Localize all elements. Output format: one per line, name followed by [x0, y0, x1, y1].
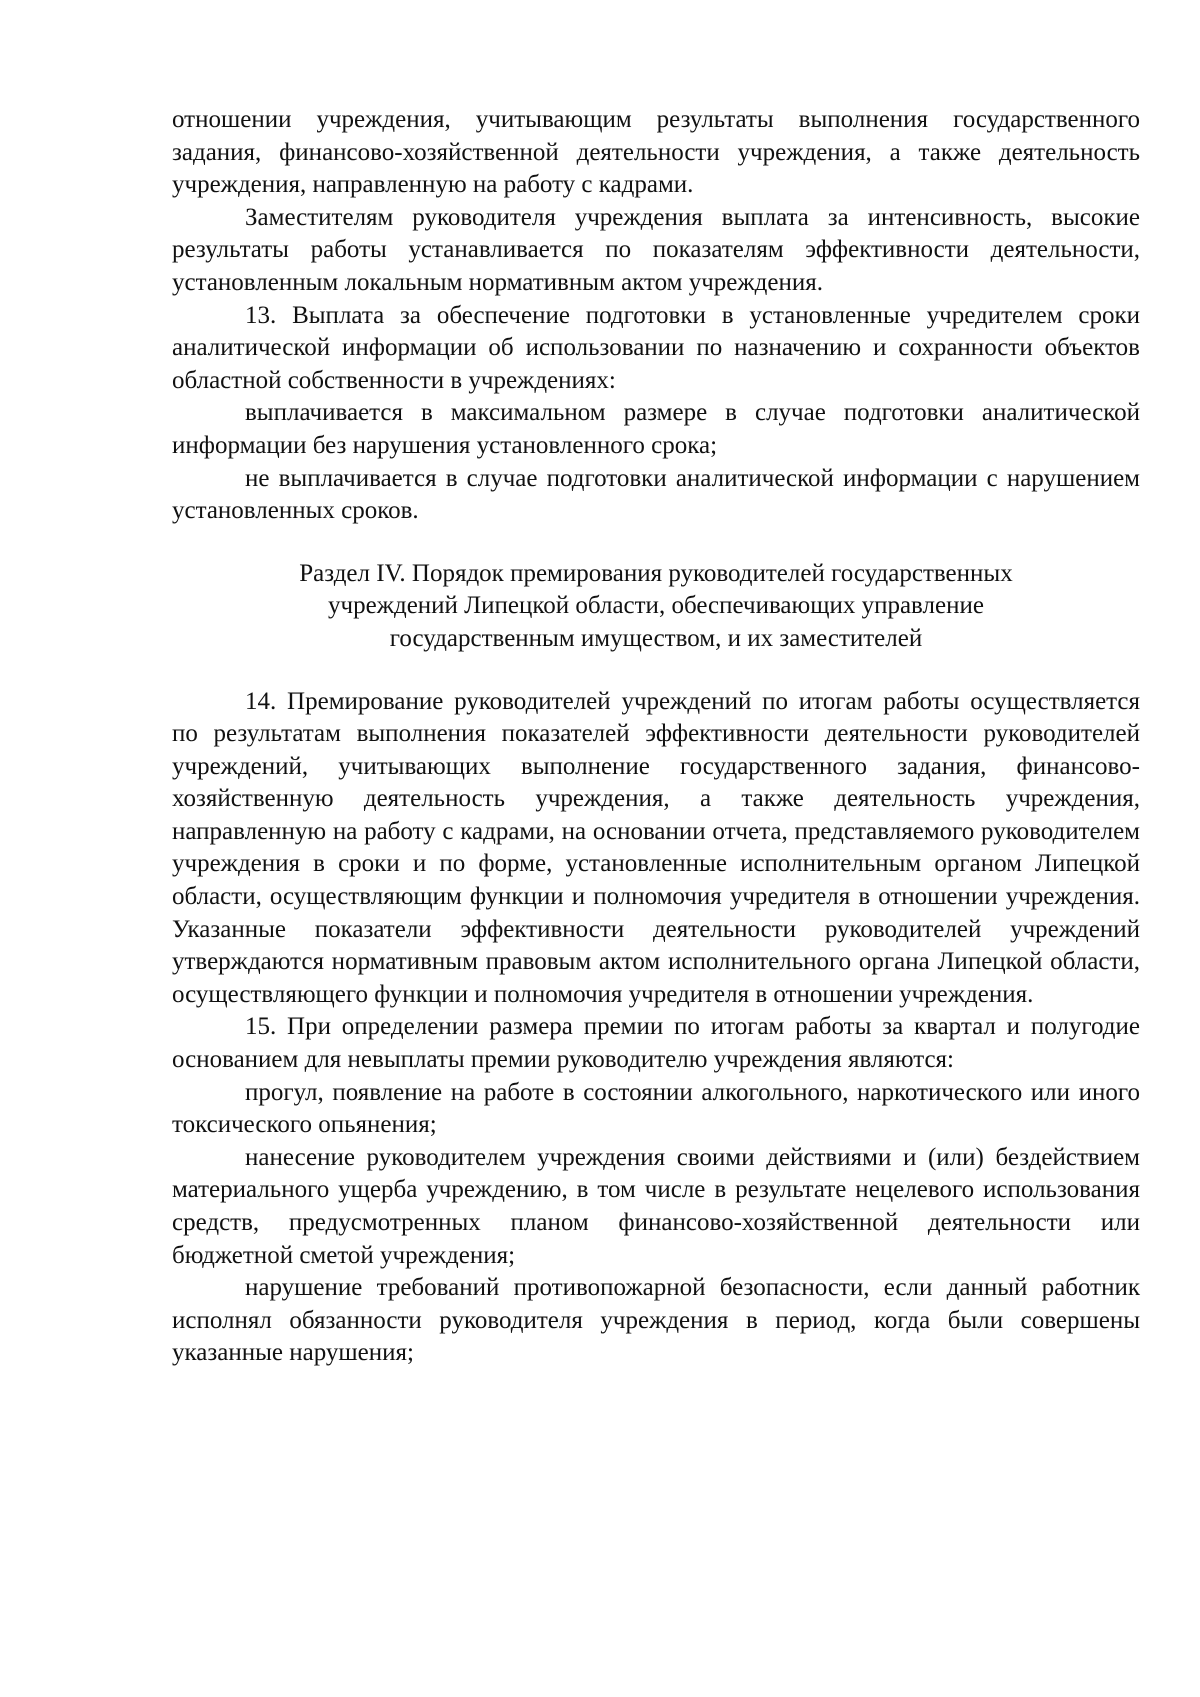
paragraph-13: 13. Выплата за обеспечение подготовки в установленные учредителем сроки аналитической информации об использовании по назначению и сохранности объектов областной собственности в учреждениях: [172, 301, 1140, 394]
paragraph-15-truancy: прогул, появление на работе в состоянии алкогольного, наркотического или иного токсического опьянения; [172, 1078, 1140, 1139]
paragraph-deputies-bonus: Заместителям руководителя учреждения выплата за интенсивность, высокие результаты работы устанавливается по показателям эффективности деятельности, установленным локальным нормативным актом учреждения. [172, 203, 1140, 296]
paragraph-15-damage: нанесение руководителем учреждения своими действиями и (или) бездействием материального ущерба учреждению, в том числе в результате нецелевого использования средств, предусмотренных планом финансово-хозяйственной деятельности или бюджетной сметой учреждения; [172, 1143, 1140, 1269]
section-heading-line-1: Раздел IV. Порядок премирования руководителей государственных [299, 559, 1013, 587]
section-heading [172, 558, 1140, 656]
section-heading-line-3: государственным имуществом, и их заместителей [389, 624, 923, 652]
paragraph-13-not-paid: не выплачивается в случае подготовки аналитической информации с нарушением установленных сроков. [172, 464, 1140, 525]
section-heading-line-2: учреждений Липецкой области, обеспечивающих управление [328, 592, 984, 620]
paragraph-15-fire-safety: нарушение требований противопожарной безопасности, если данный работник исполнял обязанности руководителя учреждения в период, когда были совершены указанные нарушения; [172, 1274, 1140, 1367]
paragraph-14: 14. Премирование руководителей учреждений по итогам работы осуществляется по результатам выполнения показателей эффективности деятельности руководителей учреждений, учитывающих выполнение государственного задания, финансово-хозяйственную деятельность учреждения, а также деятельность учреждения, направленную на работу с кадрами, на основании отчета, представляемого руководителем учреждения в сроки и по форме, установленные исполнительным органом Липецкой области, осуществляющим функции и полномочия учредителя в отношении учреждения. Указанные показатели эффективности деятельности руководителей учреждений утверждаются нормативным правовым актом исполнительного органа Липецкой области, осуществляющего функции и полномочия учредителя в отношении учреждения. [172, 687, 1140, 1008]
document-page [172, 104, 1140, 1370]
paragraph-13-paid: выплачивается в максимальном размере в случае подготовки аналитической информации без нарушения установленного срока; [172, 399, 1140, 459]
paragraph-15: 15. При определении размера премии по итогам работы за квартал и полугодие основанием для невыплаты премии руководителю учреждения являются: [172, 1013, 1140, 1074]
paragraph-continuation: отношении учреждения, учитывающим результаты выполнения государственного задания, финансово-хозяйственной деятельности учреждения, а также деятельность учреждения, направленную на работу с кадрами. [172, 106, 1140, 199]
